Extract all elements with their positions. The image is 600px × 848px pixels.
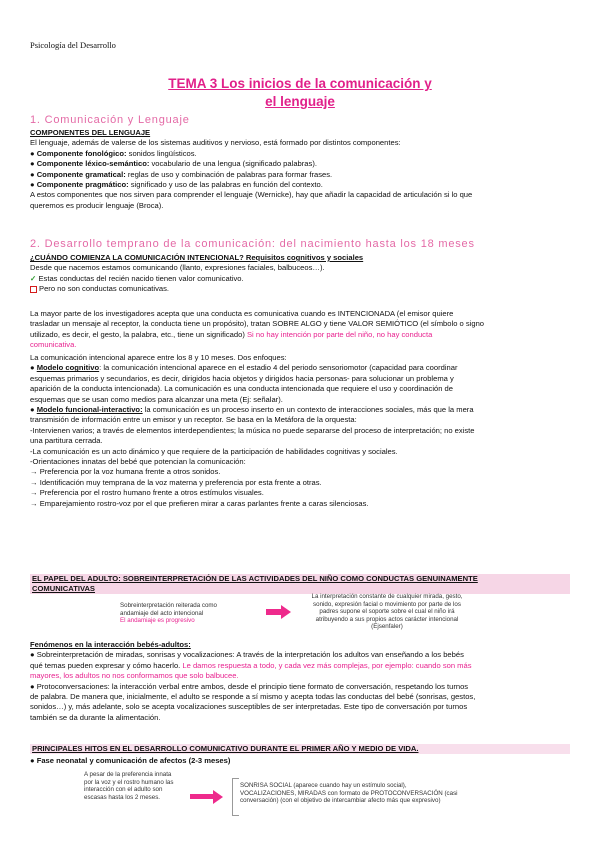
section1-closing: queremos es producir lenguaje (Broca). (30, 200, 164, 210)
right-arrow-icon (266, 609, 282, 615)
right-arrow-head (281, 605, 291, 619)
section2-body (30, 253, 575, 295)
adult-role-heading: EL PAPEL DEL ADULTO: SOBREINTERPRETACIÓN DE LAS ACTIVIDADES DEL NIÑO COMO CONDUCTAS GENUINAMENTE COMUNICATIVAS (30, 574, 570, 594)
right-arrow-icon (190, 794, 214, 799)
section1-body (30, 128, 575, 211)
section2-heading: 2. Desarrollo temprano de la comunicación: del nacimiento hasta los 18 meses (30, 238, 475, 250)
orientation-item: → Emparejamiento rostro-voz por el que prefieren mirar a caras parlantes frente a caras silenciosas. (30, 498, 369, 508)
page-title-line1: TEMA 3 Los inicios de la comunicación y (168, 76, 432, 91)
section1-intro: El lenguaje, además de valerse de los sistemas auditivos y nervioso, está formado por distintos componentes: (30, 138, 401, 148)
orientation-item: → Preferencia por la voz humana frente a otros sonidos. (30, 467, 221, 477)
approaches-block: La comunicación intencional aparece entre los 8 y 10 meses. Dos enfoques: ● Modelo cognitivo: la comunicación intencional aparece en el estadio 4 del periodo sensoriomotor (capacidad para coordinar esquemas primarios y secundarios, es decir, dirigidos hacia objetos y dirigidos hacia personas- para solucionar un problema y aparición de la conducta intencionada). La comunicación es una conducta intencionada que requiere el uso y coordinación de esquemas que se usan como medios para alcanzar una meta (Ej: señalar). ● Modelo funcional-interactivo: la comunicación es un proceso inserto en un contexto de interacciones sociales, más que la mera transmisión de información entre un emisor y un receptor. Se basa en la Metáfora de la orquesta: -Intervienen varios; a través de elementos interdependientes; la música no puede separarse del proceso de interpretación; no existe una partitura cerrada. -La comunicación es un acto dinámico y que requiere de la participación de habilidades cognitivas y sociales. -Orientaciones innatas del bebé que potencian la comunicación: → Preferencia por la voz humana frente a otros sonidos. → Identificación muy temprana de la voz materna y preferencia por esta frente a otras. → Preferencia por el rostro humano frente a otros estímulos visuales. → Emparejamiento rostro-voz por el que prefieren mirar a caras parlantes frente a caras silenciosas. (30, 353, 575, 509)
section1-heading: 1. Comunicación y Lenguaje (30, 114, 190, 126)
intentional-paragraph: La mayor parte de los investigadores acepta que una conducta es comunicativa cuando es INTENCIONADA (el emisor quiere trasladar un mensaje al receptor, la conducta tiene un propósito), tratan SOBRE ALGO y tiene VALOR SEMIÓTICO (el símbolo o signo utilizado, es decir, el gesto, la palabra, etc., tiene un significado) Si no hay intención por parte del niño, no hay conducta comunicativa. (30, 309, 485, 350)
section2-subheading: ¿CUÁNDO COMIENZA LA COMUNICACIÓN INTENCIONAL? Requisitos cognitivos y sociales (30, 253, 364, 262)
adult-role-figure-left: Sobreinterpretación reiterada como andamiaje del acto intencional El andamiaje es progresivo (120, 602, 217, 625)
milestones-figure-right: SONRISA SOCIAL (aparece cuando hay un estímulo social), VOCALIZACIONES, MIRADAS con formato de PROTOCONVERSACIÓN (casi conversación) (con el objetivo de intercambiar afecto más que expresivo) (240, 782, 458, 805)
cross-box-icon (30, 286, 37, 293)
check-icon: ✓ (30, 273, 37, 283)
section1-closing: A estos componentes que nos sirven para comprender el lenguaje (Wernicke), hay que añadir la capacidad de articulación si lo que (30, 190, 473, 200)
orientation-item: → Preferencia por el rostro humano frente a otros estímulos visuales. (30, 488, 264, 498)
phenomena-heading: Fenómenos en la interacción bebés-adultos: (30, 640, 191, 649)
section2-line: Desde que nacemos estamos comunicando (llanto, expresiones faciales, balbuceos…). (30, 263, 325, 273)
cross-item: Pero no son conductas comunicativas. (30, 284, 575, 294)
running-header: Psicología del Desarrollo (30, 40, 116, 50)
component-item: ● Componente léxico-semántico: vocabulario de una lengua (significado palabras). (30, 159, 317, 169)
milestones-heading: PRINCIPALES HITOS EN EL DESARROLLO COMUNICATIVO DURANTE EL PRIMER AÑO Y MEDIO DE VIDA. (30, 744, 570, 754)
adult-role-figure-right: La interpretación constante de cualquier mirada, gesto, sonido, expresión facial o movimiento por parte de los padres supone el soporte sobre el cual el niño irá atribuyendo a sus propios actos carácter intencional (Ejsenfaler) (311, 593, 463, 631)
milestone-item: ● Fase neonatal y comunicación de afectos (2-3 meses) (30, 756, 231, 765)
component-item: ● Componente gramatical: reglas de uso y combinación de palabras para formar frases. (30, 169, 333, 179)
bracket-icon (232, 778, 239, 816)
functional-model: ● Modelo funcional-interactivo: la comunicación es un proceso inserto en un contexto de interacciones sociales, más que la mera (30, 405, 474, 415)
component-item: ● Componente fonológico: sonidos lingüísticos. (30, 148, 197, 158)
section1-subheading: COMPONENTES DEL LENGUAJE (30, 128, 151, 137)
orientation-item: → Identificación muy temprana de la voz materna y preferencia por esta frente a otras. (30, 477, 322, 487)
component-item: ● Componente pragmático: significado y uso de las palabras en función del contexto. (30, 180, 323, 190)
milestones-figure-left: A pesar de la preferencia innata por la voz y el rostro humano las interacción con el adulto son escasas hasta los 2 meses. (84, 771, 174, 801)
right-arrow-head (213, 790, 223, 804)
cognitive-model: ● Modelo cognitivo: la comunicación intencional aparece en el estadio 4 del periodo sensoriomotor (capacidad para coordinar (30, 363, 458, 373)
page-title-line2: el lenguaje (265, 94, 335, 109)
check-item: ✓ Estas conductas del recién nacido tienen valor comunicativo. (30, 273, 244, 283)
phenomena-block: Fenómenos en la interacción bebés-adultos: ● Sobreinterpretación de miradas, sonrisas y vocalizaciones: A través de la interpretación los adultos van enseñando a los bebés qué temas pueden expresar y cómo hacerlo. Le damos respuesta a todo, y cada vez más complejas, por ejemplo: cuando son más mayores, los adultos no nos conformamos que solo balbucee. ● Protoconversaciones: la interacción verbal entre ambos, desde el principio tiene formato de conversación, respetando los turnos de palabra. De manera que, inicialmente, el adulto se responde a sí mismo y acepta todas las conductas del bebé (sonrisas, gestos, sonidos…) y, más adelante, solo se acepta vocalizaciones susceptibles de ser interpretadas. Este tipo de conversación por turnos también se da durante la alimentación. (30, 640, 575, 723)
